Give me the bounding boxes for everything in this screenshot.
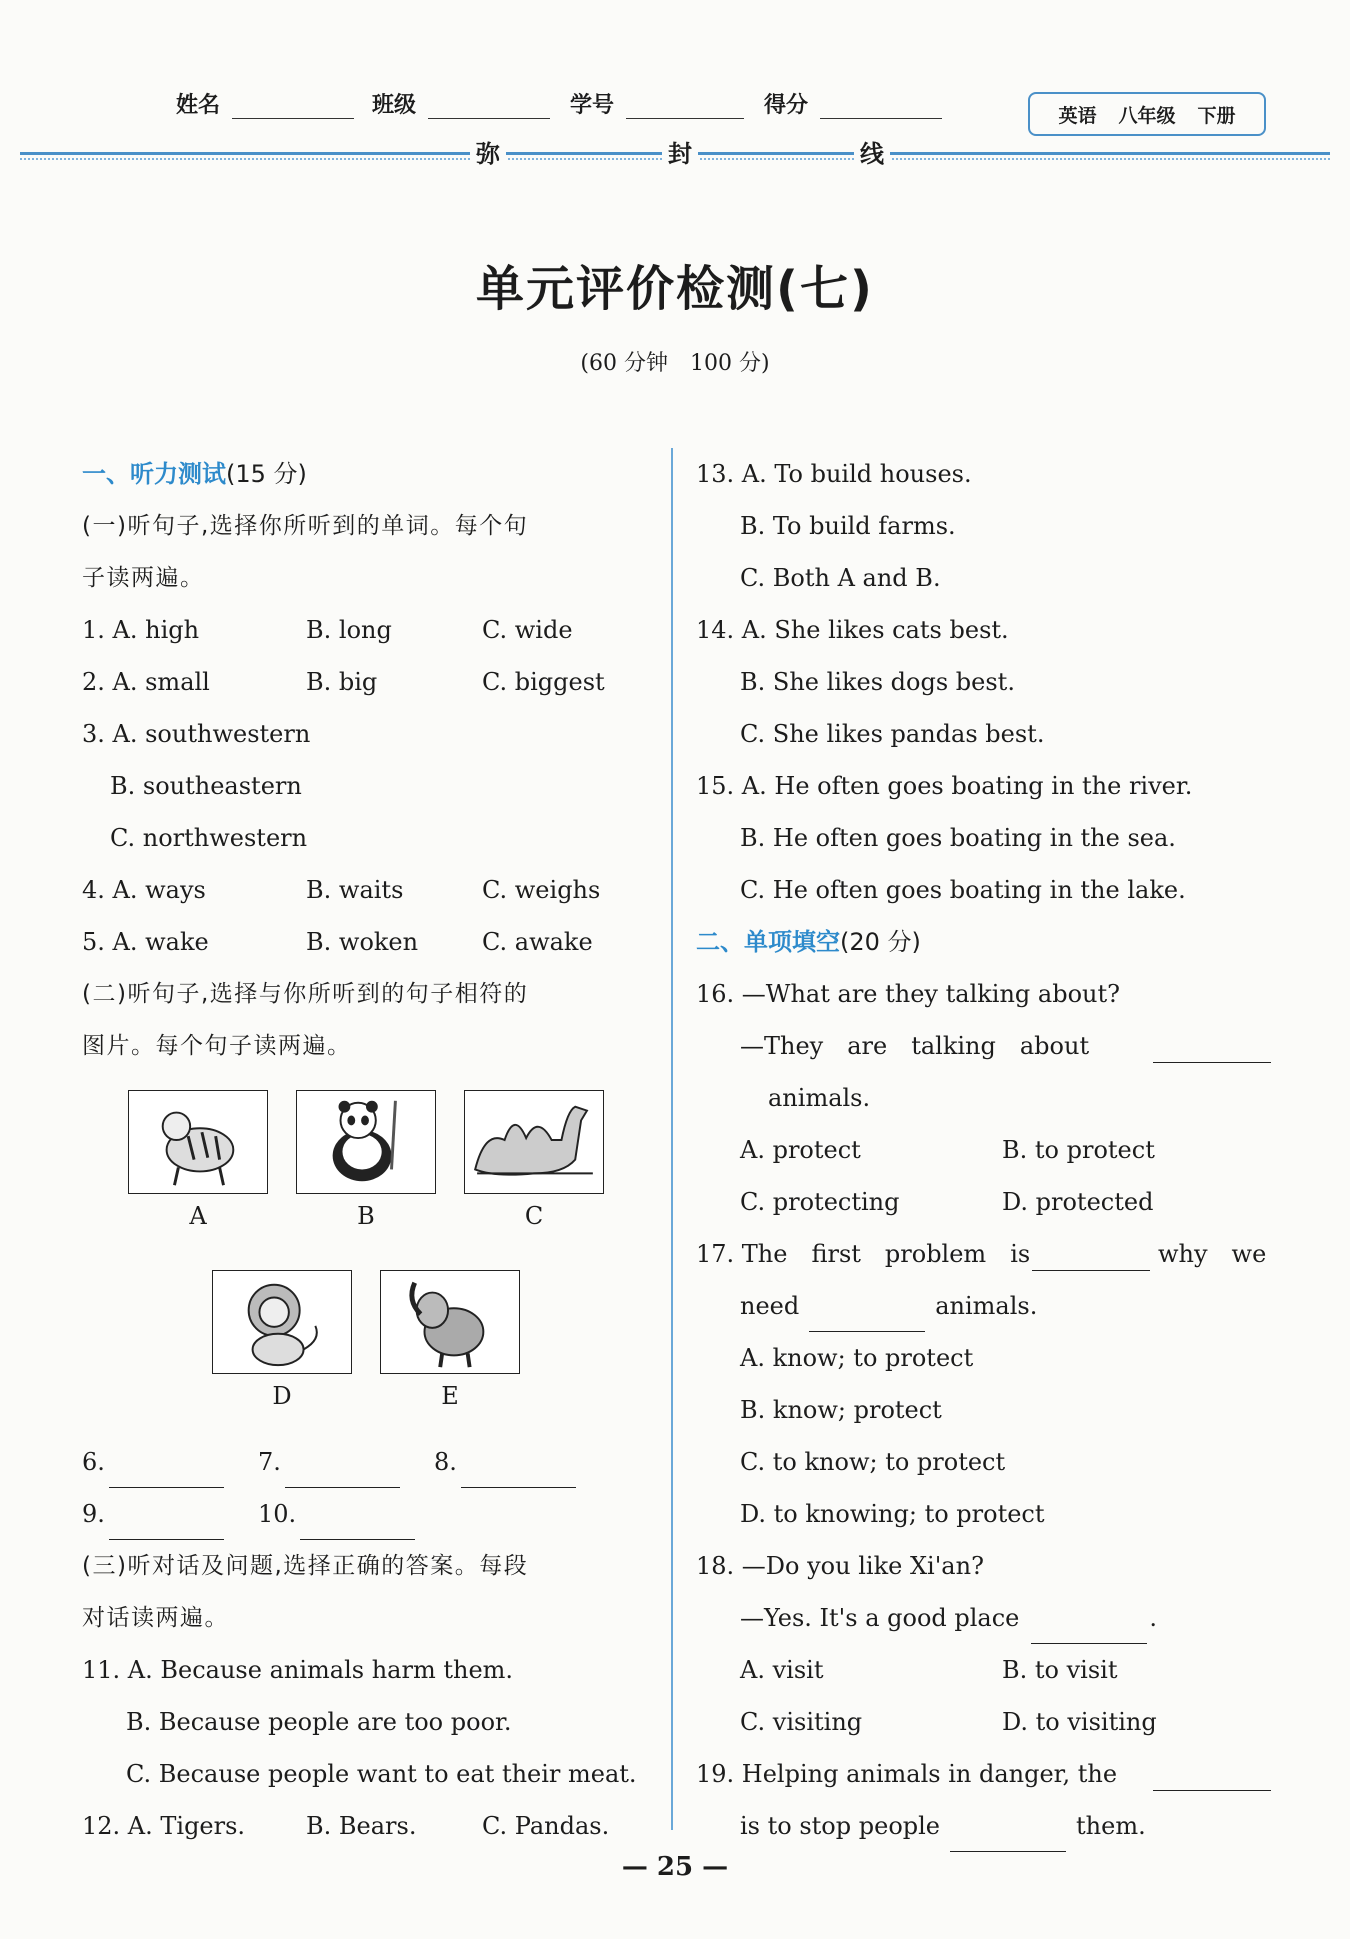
instruction: 图片。每个句子读两遍。: [82, 1033, 352, 1059]
picture-label: E: [441, 1382, 459, 1410]
question-16-stem: 16. —What are they talking about?: [696, 980, 1120, 1008]
answer-blank[interactable]: [109, 1509, 224, 1540]
question-2: 2. A. small B. big C. biggest: [82, 668, 605, 696]
name-blank[interactable]: [232, 118, 354, 119]
page-title: 单元评价检测(七): [476, 261, 874, 317]
question-17-option[interactable]: A. know; to protect: [740, 1344, 974, 1372]
question-16-line: animals.: [768, 1084, 871, 1112]
question-17-option[interactable]: D. to knowing; to protect: [740, 1500, 1045, 1528]
question-11b[interactable]: B. Because people are too poor.: [126, 1708, 512, 1736]
section-heading: 一、听力测试(15 分): [82, 460, 307, 488]
question-13b[interactable]: B. To build farms.: [740, 512, 956, 540]
question-14c[interactable]: C. She likes pandas best.: [740, 720, 1045, 748]
seal-char: 弥: [470, 134, 506, 169]
question-3b[interactable]: B. southeastern: [110, 772, 302, 800]
question-1: 1. A. high B. long C. wide: [82, 616, 573, 644]
picture-label: B: [357, 1202, 375, 1230]
question-13c[interactable]: C. Both A and B.: [740, 564, 941, 592]
question-15c[interactable]: C. He often goes boating in the lake.: [740, 876, 1186, 904]
elephant-image: [380, 1270, 520, 1374]
question-15b[interactable]: B. He often goes boating in the sea.: [740, 824, 1176, 852]
instruction: (一)听句子,选择你所听到的单词。每个句: [82, 513, 529, 539]
answer-blank[interactable]: [461, 1457, 576, 1488]
question-4: 4. A. ways B. waits C. weighs: [82, 876, 601, 904]
question-14b[interactable]: B. She likes dogs best.: [740, 668, 1015, 696]
answer-row: 6. 7. 8.: [82, 1436, 657, 1488]
question-18-options: A. visit B. to visit: [740, 1656, 1118, 1684]
lion-image: [212, 1270, 352, 1374]
question-18-line: —Yes. It's a good place .: [696, 1592, 1271, 1644]
picture-label: D: [272, 1382, 292, 1410]
question-15a[interactable]: 15. A. He often goes boating in the river.: [696, 772, 1193, 800]
question-17-line: need animals.: [696, 1280, 1271, 1332]
question-19-line: is to stop people them.: [696, 1800, 1271, 1852]
question-17-option[interactable]: B. know; protect: [740, 1396, 942, 1424]
question-12: 12. A. Tigers. B. Bears. C. Pandas.: [82, 1812, 610, 1840]
question-17-stem: 17. The first problem is why we: [696, 1228, 1271, 1280]
question-3c[interactable]: C. northwestern: [110, 824, 308, 852]
id-blank[interactable]: [626, 118, 744, 119]
question-17-option[interactable]: C. to know; to protect: [740, 1448, 1006, 1476]
question-18-stem: 18. —Do you like Xi'an?: [696, 1552, 984, 1580]
id-label: 学号: [570, 93, 615, 118]
question-14a[interactable]: 14. A. She likes cats best.: [696, 616, 1009, 644]
question-5: 5. A. wake B. woken C. awake: [82, 928, 593, 956]
question-16-options: C. protecting D. protected: [740, 1188, 1154, 1216]
question-11a[interactable]: 11. A. Because animals harm them.: [82, 1656, 514, 1684]
question-18-options: C. visiting D. to visiting: [740, 1708, 1157, 1736]
score-label: 得分: [764, 93, 809, 118]
answer-blank[interactable]: [300, 1509, 415, 1540]
answer-blank[interactable]: [109, 1457, 224, 1488]
class-label: 班级: [372, 93, 417, 118]
volume: 下册: [1197, 104, 1236, 127]
section-heading: 二、单项填空(20 分): [696, 928, 921, 956]
grade: 八年级: [1118, 104, 1176, 127]
left-column: [82, 448, 657, 1852]
question-11c[interactable]: C. Because people want to eat their meat.: [126, 1760, 637, 1788]
answer-blank[interactable]: [1153, 1032, 1271, 1063]
name-label: 姓名: [176, 93, 221, 118]
subject-tag: [1028, 92, 1266, 136]
tiger-image: [128, 1090, 268, 1194]
question-16-options: A. protect B. to protect: [740, 1136, 1155, 1164]
column-divider: [671, 448, 673, 1830]
page-subtitle: (60 分钟 100 分): [580, 351, 770, 376]
question-19-stem: 19. Helping animals in danger, the: [696, 1748, 1271, 1800]
seal-line: [20, 140, 1330, 168]
answer-blank[interactable]: [809, 1301, 925, 1332]
answer-blank[interactable]: [285, 1457, 400, 1488]
camel-image: [464, 1090, 604, 1194]
instruction: 对话读两遍。: [82, 1605, 229, 1631]
class-blank[interactable]: [428, 118, 550, 119]
question-16-line: —They are talking about: [696, 1020, 1271, 1072]
panda-image: [296, 1090, 436, 1194]
seal-char: 线: [854, 134, 890, 169]
seal-char: 封: [662, 134, 698, 169]
page-number: — 25 —: [621, 1852, 729, 1882]
answer-blank[interactable]: [950, 1821, 1066, 1852]
subject: 英语: [1058, 104, 1097, 127]
picture-grid: [82, 1072, 657, 1436]
right-column: [696, 448, 1271, 1852]
picture-label: C: [524, 1202, 544, 1230]
instruction: (二)听句子,选择与你所听到的句子相符的: [82, 981, 529, 1007]
picture-label: A: [189, 1202, 207, 1230]
answer-blank[interactable]: [1031, 1613, 1147, 1644]
question-13a[interactable]: 13. A. To build houses.: [696, 460, 972, 488]
answer-blank[interactable]: [1153, 1760, 1271, 1791]
question-3a[interactable]: 3. A. southwestern: [82, 720, 311, 748]
answer-blank[interactable]: [1032, 1240, 1150, 1271]
instruction: 子读两遍。: [82, 565, 205, 591]
answer-row: 9. 10.: [82, 1488, 657, 1540]
score-blank[interactable]: [820, 118, 942, 119]
instruction: (三)听对话及问题,选择正确的答案。每段: [82, 1553, 529, 1579]
